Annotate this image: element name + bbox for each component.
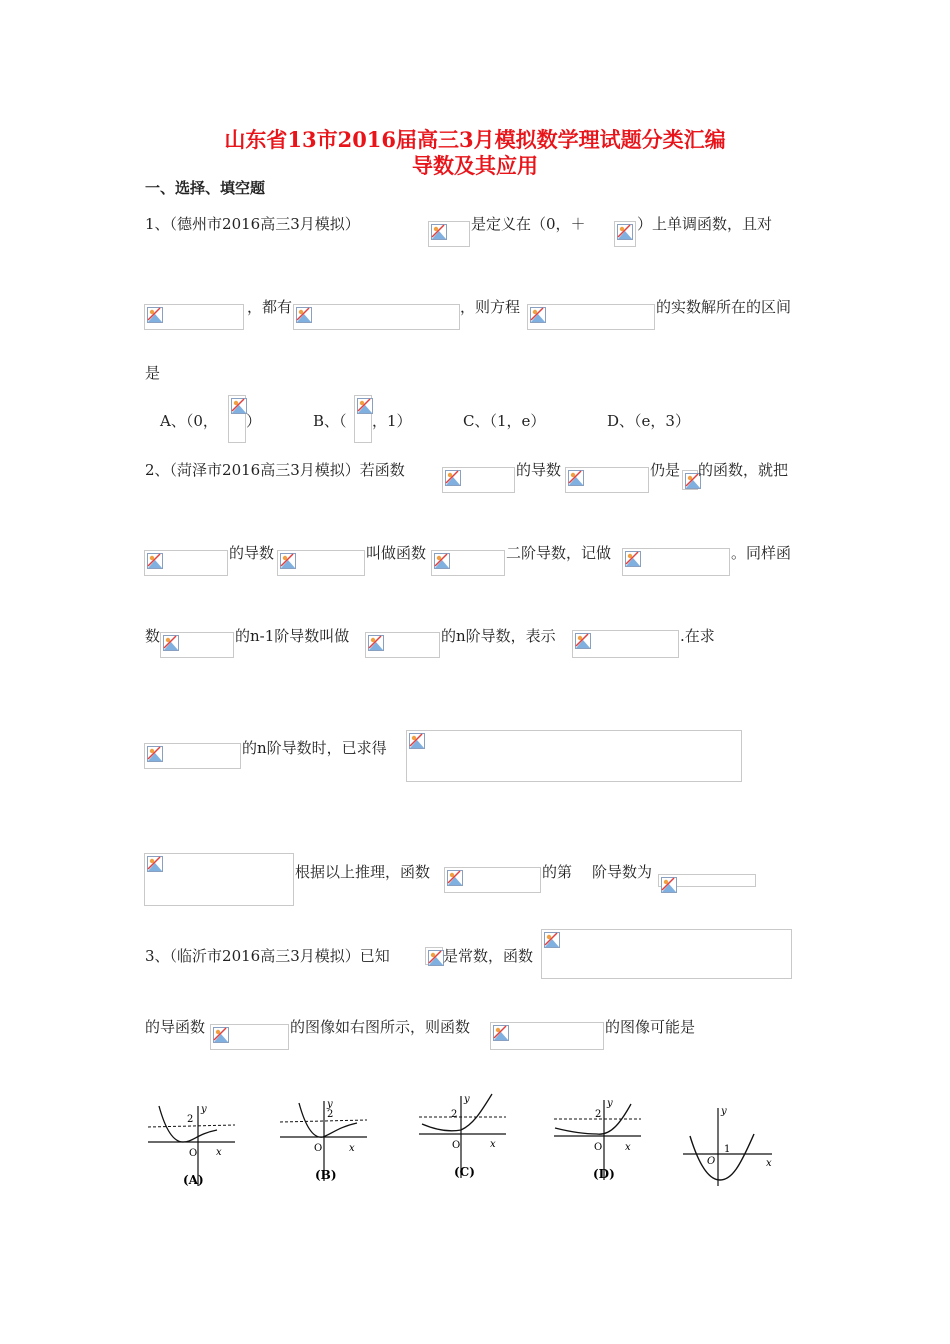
graph-d [551, 1092, 651, 1184]
q2-text: 叫做函数 [366, 544, 427, 562]
x-axis-label: x [349, 1143, 355, 1154]
q1-text: 的实数解所在的区间 [656, 298, 792, 316]
x-axis-label: x [766, 1158, 772, 1169]
tick-label: 1 [724, 1144, 731, 1155]
formula-image [425, 947, 443, 965]
q2-text: 仍是 [650, 461, 681, 479]
q2-text: .在求 [680, 627, 715, 645]
formula-image [144, 304, 244, 330]
broken-image-icon [493, 1025, 509, 1041]
formula-image [658, 874, 756, 887]
q3-text: 的图像如右图所示，则函数 [290, 1018, 471, 1036]
broken-image-icon [428, 950, 444, 966]
formula-image [144, 550, 228, 576]
y-axis-label: y [464, 1094, 470, 1105]
graph-label: (C) [454, 1165, 475, 1179]
formula-image [144, 853, 294, 906]
tick-label: 2 [451, 1109, 458, 1120]
formula-image [444, 867, 541, 893]
y-axis-label: y [201, 1104, 207, 1115]
formula-image [614, 221, 636, 247]
formula-image [622, 548, 730, 576]
tick-label: 2 [595, 1109, 602, 1120]
tick-label: 2 [187, 1114, 194, 1125]
broken-image-icon [544, 932, 560, 948]
formula-image [428, 221, 470, 247]
formula-image [565, 467, 649, 493]
formula-image [527, 304, 655, 330]
broken-image-icon [575, 633, 591, 649]
option-c: C、（1，e） [463, 412, 546, 430]
q3-intro: 3、（临沂市2016高三3月模拟）已知 [145, 947, 390, 965]
q2-text: 的函数，就把 [698, 461, 789, 479]
origin-label: O [314, 1143, 323, 1154]
q2-text: 的导数 [229, 544, 275, 562]
q1-text: 是 [145, 364, 161, 382]
formula-image [442, 467, 515, 493]
broken-image-icon [409, 733, 425, 749]
asymptote-line [148, 1125, 235, 1127]
graph-label: (B) [315, 1168, 337, 1182]
q2-text: 的n阶导数时，已求得 [242, 739, 387, 757]
broken-image-icon [617, 224, 633, 240]
broken-image-icon [568, 470, 584, 486]
graph-c [416, 1090, 516, 1182]
formula-image [431, 550, 505, 576]
broken-image-icon [296, 307, 312, 323]
q2-text: 二阶导数，记做 [506, 544, 612, 562]
graph-b [277, 1093, 377, 1185]
q2-text: 的n阶导数，表示 [441, 627, 556, 645]
q3-text: 是常数，函数 [443, 947, 534, 965]
y-axis-label: y [327, 1099, 333, 1110]
x-axis-label: x [216, 1147, 222, 1158]
section-heading: 一、选择、填空题 [145, 179, 266, 197]
document-title: 山东省13市2016届高三3月模拟数学理试题分类汇编 [224, 127, 726, 152]
broken-image-icon [431, 224, 447, 240]
q2-text: 数 [145, 627, 161, 645]
x-axis-label: x [625, 1142, 631, 1153]
formula-image [365, 632, 440, 658]
y-axis-label: y [607, 1098, 613, 1109]
formula-image [277, 550, 365, 576]
formula-image [293, 304, 460, 330]
q2-text: 的第 [542, 863, 573, 881]
formula-image [682, 470, 698, 490]
broken-image-icon [147, 553, 163, 569]
origin-label: O [452, 1140, 461, 1151]
broken-image-icon [147, 746, 163, 762]
parabola [690, 1134, 754, 1180]
origin-label: O [707, 1156, 716, 1167]
broken-image-icon [213, 1027, 229, 1043]
formula-image [160, 632, 234, 658]
q2-text: 。同样函 [731, 544, 792, 562]
tick-label: 2 [327, 1109, 334, 1120]
q1-intro: 1、（德州市2016高三3月模拟） [145, 215, 360, 233]
q2-text: 的n-1阶导数叫做 [235, 627, 350, 645]
broken-image-icon [231, 398, 247, 414]
option-d: D、（e，3） [607, 412, 690, 430]
q1-text: ，则方程 [460, 298, 521, 316]
formula-image [541, 929, 792, 979]
y-axis-label: y [721, 1106, 727, 1117]
broken-image-icon [147, 307, 163, 323]
broken-image-icon [280, 553, 296, 569]
broken-image-icon [661, 877, 677, 893]
q2-text: 的导数 [516, 461, 562, 479]
q3-text: 的图像可能是 [605, 1018, 696, 1036]
formula-image [144, 743, 241, 769]
q1-text: ，都有 [247, 298, 293, 316]
q3-text: 的导函数 [145, 1018, 206, 1036]
q2-text: 根据以上推理，函数 [295, 863, 431, 881]
q2-intro: 2、（菏泽市2016高三3月模拟）若函数 [145, 461, 405, 479]
q2-text: 阶导数为 [592, 863, 653, 881]
q1-text: ）上单调函数，且对 [637, 215, 773, 233]
derivative-graph [680, 1100, 780, 1192]
broken-image-icon [445, 470, 461, 486]
origin-label: O [594, 1142, 603, 1153]
origin-label: O [189, 1148, 198, 1159]
broken-image-icon [530, 307, 546, 323]
graph-label: (D) [593, 1167, 615, 1181]
formula-image [406, 730, 742, 782]
option-a: A、（0， [160, 412, 218, 430]
formula-image [354, 395, 372, 443]
broken-image-icon [368, 635, 384, 651]
option-a-suffix: ） [246, 412, 262, 430]
option-b: B、（ [313, 412, 347, 430]
formula-image [572, 630, 679, 658]
graph-a [145, 1098, 245, 1190]
formula-image [490, 1022, 604, 1050]
formula-image [228, 395, 246, 443]
document-subtitle: 导数及其应用 [412, 153, 538, 178]
x-axis-label: x [490, 1139, 496, 1150]
broken-image-icon [147, 856, 163, 872]
broken-image-icon [447, 870, 463, 886]
broken-image-icon [163, 635, 179, 651]
broken-image-icon [434, 553, 450, 569]
formula-image [210, 1024, 289, 1050]
broken-image-icon [357, 398, 373, 414]
broken-image-icon [625, 551, 641, 567]
graph-label: (A) [183, 1173, 204, 1187]
q1-text: 是定义在（0，＋ [471, 215, 586, 233]
option-b-suffix: ，1） [372, 412, 412, 430]
